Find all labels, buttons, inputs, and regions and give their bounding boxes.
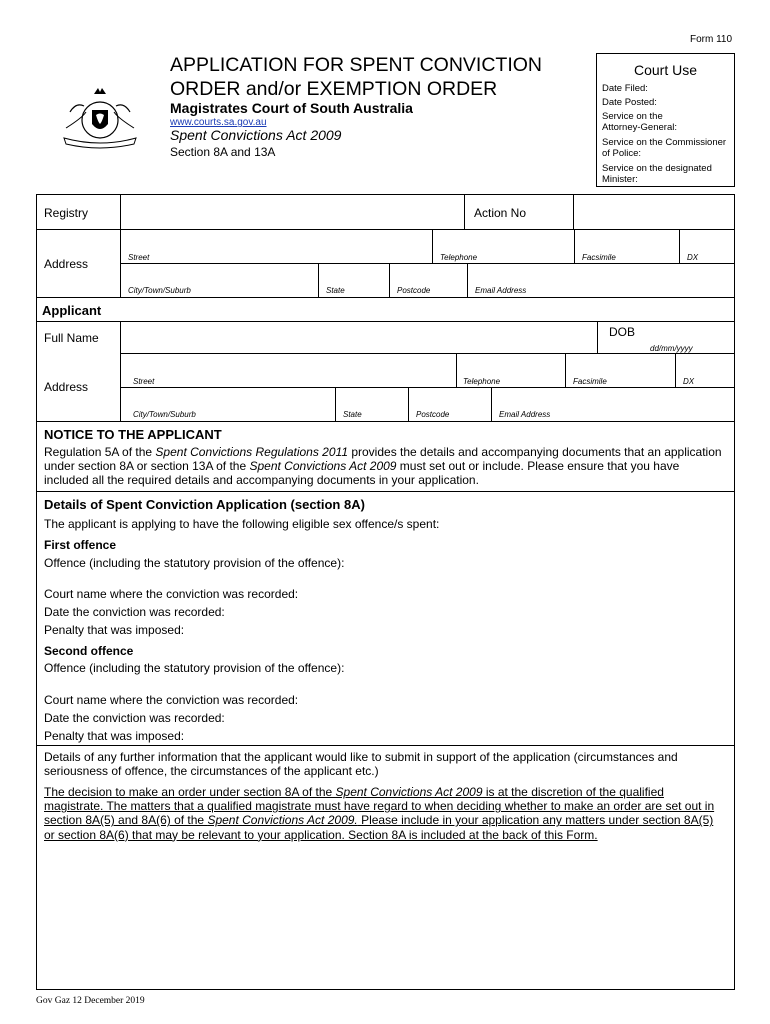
full-name-field[interactable] <box>120 321 598 354</box>
divider <box>491 387 492 421</box>
second-offence-label: Offence (including the statutory provision of the offence): <box>44 661 345 675</box>
applicant-postcode-label: Postcode <box>416 410 450 419</box>
further-info-paragraph: Details of any further information that the applicant would like to submit in support of the application (circumstances and seriousness of offence, the circumstances of the applicant etc.) <box>44 750 678 779</box>
registry-facsimile-label: Facsimile <box>582 253 616 262</box>
act-name: Spent Convictions Act 2009 <box>170 127 342 143</box>
coat-of-arms-icon <box>62 82 138 154</box>
applicant-state-label: State <box>343 410 362 419</box>
divider <box>574 229 575 264</box>
dob-field[interactable] <box>597 321 735 354</box>
form-title-line1: APPLICATION FOR SPENT CONVICTION <box>170 54 542 76</box>
court-use-date-filed: Date Filed: <box>602 83 648 94</box>
applicant-address-label: Address <box>44 380 89 394</box>
divider <box>467 263 468 297</box>
gazette-footer: Gov Gaz 12 December 2019 <box>36 996 145 1006</box>
divider <box>36 421 735 422</box>
court-use-service-ag: Service on the Attorney-General: <box>602 111 677 133</box>
action-no-label: Action No <box>474 206 527 220</box>
divider <box>36 297 735 298</box>
details-intro: The applicant is applying to have the following eligible sex offence/s spent: <box>44 517 440 531</box>
first-offence-label: Offence (including the statutory provision of the offence): <box>44 556 345 570</box>
second-date-label: Date the conviction was recorded: <box>44 711 225 725</box>
court-use-service-police: Service on the Commissioner of Police: <box>602 137 727 159</box>
form-title-line2: ORDER and/or EXEMPTION ORDER <box>170 78 498 100</box>
registry-city-label: City/Town/Suburb <box>128 286 191 295</box>
first-court-name-label: Court name where the conviction was recorded: <box>44 587 299 601</box>
discretion-paragraph: The decision to make an order under section 8A of the Spent Convictions Act 2009 is at the discretion of the qualified magistrate. The matters that a qualified magistrate must have regard to when deciding whether to make an order are set out in section 8A(5) and 8A(6) of the Spent Convictions Act 2009. Please include in your application any matters under section 8A(5) or section 8A(6) that may be relevant to your application. Section 8A is included at the back of this Form. <box>44 785 715 842</box>
divider <box>318 263 319 297</box>
applicant-city-label: City/Town/Suburb <box>133 410 196 419</box>
registry-email-label: Email Address <box>475 286 527 295</box>
first-date-label: Date the conviction was recorded: <box>44 605 225 619</box>
divider <box>389 263 390 297</box>
further-info-field[interactable] <box>37 860 734 989</box>
dob-label: DOB <box>609 325 636 339</box>
notice-paragraph: Regulation 5A of the Spent Convictions Regulations 2011 provides the details and accompanying documents that an application under section 8A or section 13A of the Spent Convictions Act 2009 must set out or include. Please ensure that you have included all the required details and accompanying documents in your application. <box>44 445 722 488</box>
full-name-label: Full Name <box>44 331 99 345</box>
first-penalty-label: Penalty that was imposed: <box>44 623 185 637</box>
court-website-link[interactable]: www.courts.sa.gov.au <box>170 117 267 128</box>
applicant-heading: Applicant <box>42 303 102 318</box>
registry-street-label: Street <box>128 253 150 262</box>
applicant-street-label: Street <box>133 377 155 386</box>
action-no-field[interactable] <box>573 194 735 230</box>
registry-street-field[interactable] <box>120 229 433 264</box>
registry-postcode-label: Postcode <box>397 286 431 295</box>
act-section: Section 8A and 13A <box>170 145 276 159</box>
divider <box>408 387 409 421</box>
second-penalty-label: Penalty that was imposed: <box>44 729 185 743</box>
divider <box>36 491 735 492</box>
divider <box>675 353 676 388</box>
divider <box>36 745 735 746</box>
court-use-box <box>596 53 735 187</box>
divider <box>565 353 566 388</box>
dob-format-hint: dd/mm/yyyy <box>650 344 693 353</box>
court-use-title: Court Use <box>633 62 698 78</box>
second-offence-heading: Second offence <box>44 644 134 658</box>
details-heading: Details of Spent Conviction Application (section 8A) <box>44 497 365 512</box>
notice-heading: NOTICE TO THE APPLICANT <box>44 427 222 442</box>
registry-telephone-label: Telephone <box>440 253 478 262</box>
registry-label: Registry <box>44 206 89 220</box>
registry-dx-label: DX <box>687 253 699 262</box>
divider <box>679 229 680 264</box>
applicant-street-field[interactable] <box>120 353 457 388</box>
form-number: Form 110 <box>690 34 733 45</box>
divider <box>432 229 433 264</box>
registry-state-label: State <box>326 286 345 295</box>
court-name: Magistrates Court of South Australia <box>170 100 413 116</box>
court-use-date-posted: Date Posted: <box>602 97 657 108</box>
divider <box>335 387 336 421</box>
registry-field[interactable] <box>120 194 465 230</box>
applicant-email-label: Email Address <box>499 410 551 419</box>
court-use-service-minister: Service on the designated Minister: <box>602 163 712 185</box>
registry-address-label: Address <box>44 257 89 271</box>
second-court-name-label: Court name where the conviction was recorded: <box>44 693 299 707</box>
applicant-dx-label: DX <box>683 377 695 386</box>
first-offence-heading: First offence <box>44 538 117 552</box>
applicant-telephone-label: Telephone <box>463 377 501 386</box>
applicant-facsimile-label: Facsimile <box>573 377 607 386</box>
